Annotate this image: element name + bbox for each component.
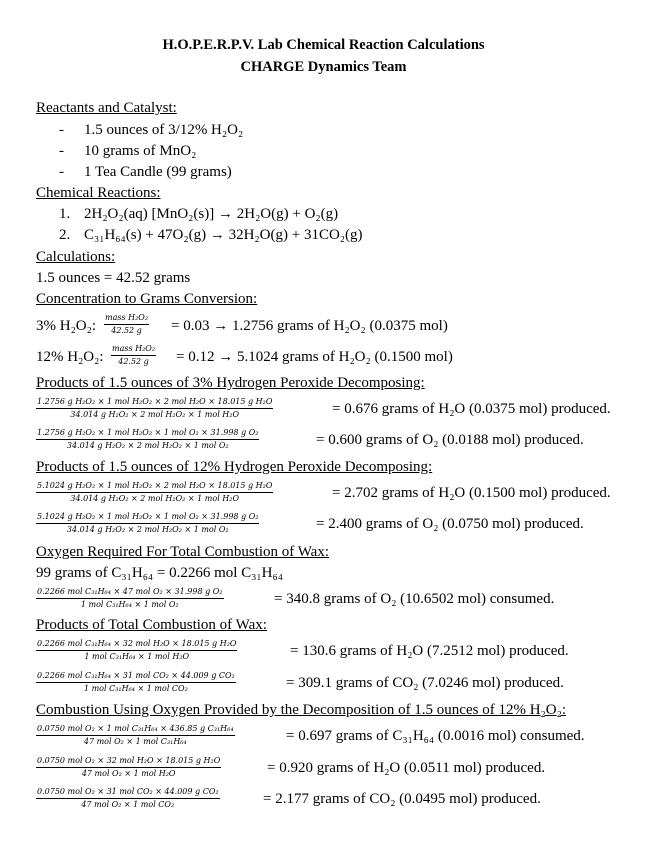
fraction-numerator: 5.1024 g H₂O₂ × 1 mol H₂O₂ × 1 mol O₂ × 31.998 g O₂ [36,512,259,524]
calculation-result: = 0.697 grams of C₃₁H₆₄ (0.0016 mol) consumed. [286,728,585,744]
combustion-12pct-heading: Combustion Using Oxygen Provided by the Decomposition of 1.5 ounces of 12% H₂O₂: [36,702,566,718]
calculations-heading: Calculations: [36,249,116,265]
fraction-denominator: 1 mol C₃₁H₆₄ × 1 mol H₂O [84,652,190,661]
calculation-result: = 2.400 grams of O₂ (0.0750 mol) produced. [316,516,584,532]
calculation-result: = 130.6 grams of H₂O (7.2512 mol) produced. [290,643,569,659]
calculation-result: = 0.676 grams of H₂O (0.0375 mol) produced. [332,401,611,417]
fraction-denominator: 1 mol C₃₁H₆₄ × 1 mol CO₂ [83,684,188,693]
fraction-denominator: 34.014 g H₂O₂ × 2 mol H₂O₂ × 1 mol H₂O [70,494,240,503]
fraction-numerator: 1.2756 g H₂O₂ × 1 mol H₂O₂ × 2 mol H₂O × 18.015 g H₂O [36,397,273,409]
products-3pct-heading: Products of 1.5 ounces of 3% Hydrogen Peroxide Decomposing: [36,375,425,391]
reaction-number: 2. [59,227,71,243]
fraction [36,512,259,535]
calculation-result: = 2.177 grams of CO₂ (0.0495 mol) produced. [263,791,541,807]
bullet-dash: - [59,164,64,180]
concentration-result: = 0.12 → 5.1024 grams of H₂O₂ (0.1500 mol) [176,349,453,365]
fraction-denominator: 42.52 g [111,326,142,335]
reactions-heading: Chemical Reactions: [36,185,161,201]
fraction-numerator: 0.0750 mol O₂ × 32 mol H₂O × 18.015 g H₂O [36,756,221,768]
calculation-result: = 0.920 grams of H₂O (0.0511 mol) produced. [267,760,546,776]
bullet-dash: - [59,143,64,159]
fraction [104,313,149,336]
concentration-label: 3% H₂O₂: [36,318,97,334]
fraction-numerator: 0.0750 mol O₂ × 31 mol CO₂ × 44.009 g CO₂ [36,787,220,799]
calculation-result: = 309.1 grams of CO₂ (7.0246 mol) produced. [286,675,564,691]
fraction-numerator: 0.0750 mol O₂ × 1 mol C₃₁H₆₄ × 436.85 g C₃₁H₆₄ [36,724,235,736]
fraction [36,428,259,451]
document-title: H.O.P.E.R.P.V. Lab Chemical Reaction Calculations [162,37,485,53]
calculation-result: = 2.702 grams of H₂O (0.1500 mol) produced. [332,485,611,501]
fraction [36,587,224,610]
reactant-item: 10 grams of MnO₂ [84,143,197,159]
fraction-denominator: 34.014 g H₂O₂ × 2 mol H₂O₂ × 1 mol H₂O [70,410,240,419]
reaction-equation: 2H₂O₂(aq) [MnO₂(s)] → 2H₂O(g) + O₂(g) [84,206,339,222]
products-12pct-heading: Products of 1.5 ounces of 12% Hydrogen Peroxide Decomposing: [36,459,433,475]
concentration-heading: Concentration to Grams Conversion: [36,291,258,307]
bullet-dash: - [59,122,64,138]
fraction-denominator: 34.014 g H₂O₂ × 2 mol H₂O₂ × 1 mol O₂ [66,441,229,450]
fraction-numerator: mass H₂O₂ [104,313,149,325]
fraction-numerator: 0.2266 mol C₃₁H₆₄ × 47 mol O₂ × 31.998 g O₂ [36,587,224,599]
reaction-number: 1. [59,206,71,222]
concentration-result: = 0.03 → 1.2756 grams of H₂O₂ (0.0375 mol) [171,318,448,334]
reaction-equation: C₃₁H₆₄(s) + 47O₂(g) → 32H₂O(g) + 31CO₂(g) [84,227,363,243]
fraction [36,671,236,694]
fraction-denominator: 47 mol O₂ × 1 mol H₂O [81,769,176,778]
fraction-numerator: 0.2266 mol C₃₁H₆₄ × 32 mol H₂O × 18.015 g H₂O [36,639,237,651]
fraction-numerator: mass H₂O₂ [111,344,156,356]
ounces-conversion: 1.5 ounces = 42.52 grams [36,270,191,286]
oxygen-required-heading: Oxygen Required For Total Combustion of Wax: [36,544,329,560]
calculation-result: = 340.8 grams of O₂ (10.6502 mol) consumed. [274,591,555,607]
products-combustion-heading: Products of Total Combustion of Wax: [36,617,267,633]
fraction [36,397,273,420]
fraction-denominator: 42.52 g [118,357,149,366]
concentration-label: 12% H₂O₂: [36,349,104,365]
fraction-numerator: 0.2266 mol C₃₁H₆₄ × 31 mol CO₂ × 44.009 g CO₂ [36,671,236,683]
fraction [36,756,221,779]
fraction [36,639,237,662]
fraction-numerator: 5.1024 g H₂O₂ × 1 mol H₂O₂ × 2 mol H₂O × 18.015 g H₂O [36,481,273,493]
reactant-item: 1 Tea Candle (99 grams) [84,164,232,180]
fraction [36,787,220,810]
wax-moles: 99 grams of C₃₁H₆₄ = 0.2266 mol C₃₁H₆₄ [36,565,283,581]
reactants-heading: Reactants and Catalyst: [36,100,177,116]
reactant-item: 1.5 ounces of 3/12% H₂O₂ [84,122,244,138]
fraction-denominator: 47 mol O₂ × 1 mol C₃₁H₆₄ [83,737,187,746]
fraction [36,724,235,747]
fraction [36,481,273,504]
fraction-denominator: 1 mol C₃₁H₆₄ × 1 mol O₂ [80,600,179,609]
fraction-denominator: 47 mol O₂ × 1 mol CO₂ [81,800,175,809]
fraction [111,344,156,367]
fraction-denominator: 34.014 g H₂O₂ × 2 mol H₂O₂ × 1 mol O₂ [66,525,229,534]
calculation-result: = 0.600 grams of O₂ (0.0188 mol) produced. [316,432,584,448]
fraction-numerator: 1.2756 g H₂O₂ × 1 mol H₂O₂ × 1 mol O₂ × 31.998 g O₂ [36,428,259,440]
document-subtitle: CHARGE Dynamics Team [240,59,407,75]
